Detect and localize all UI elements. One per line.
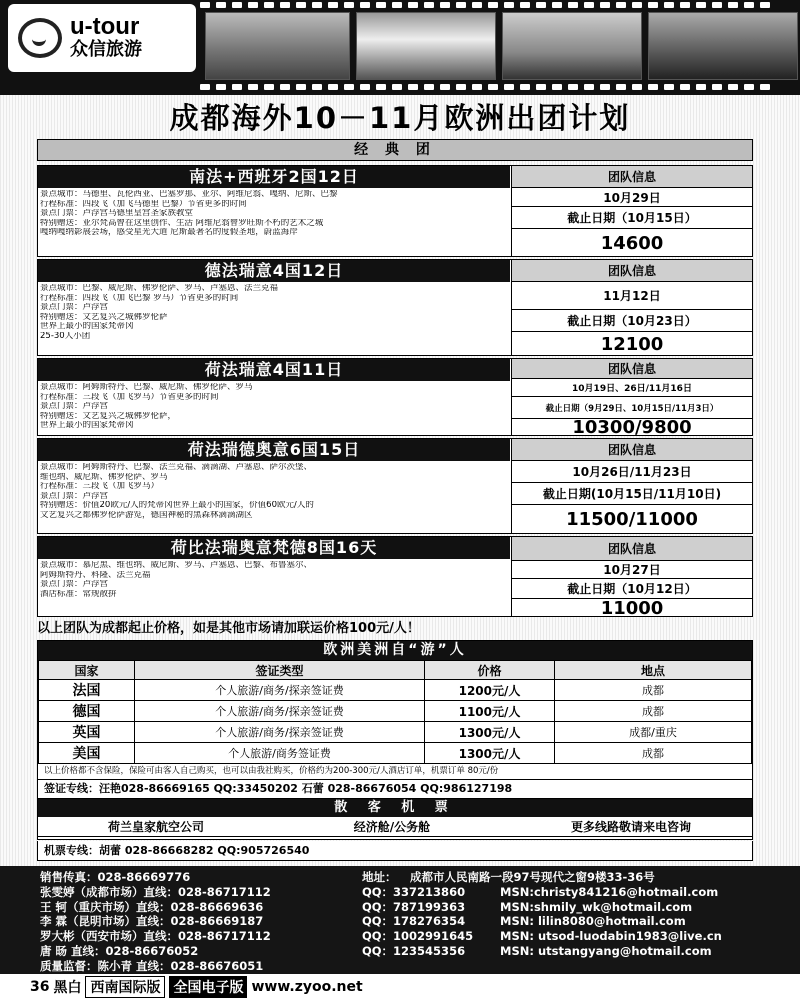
table-row [39, 680, 752, 701]
tour-deadline: 截止日期(10月15日/11月10日) [512, 483, 752, 505]
tour-dates: 10月29日 [512, 188, 752, 207]
contact-line [40, 944, 800, 959]
tour-info-panel [511, 359, 752, 435]
tour-price: 11500/11000 [566, 509, 698, 530]
tour-detail-line: 景点城市：巴黎、威尼斯、佛罗伦萨、罗马、卢塞恩、法兰克福 [40, 284, 279, 293]
visa-note: 以上价格都不含保险，保险可由客人自己购买，也可以由我社购买，价格约为200-300元/人酒店订单，机票订单 80元/份 [38, 764, 752, 780]
tour-info-label: 团队信息 [512, 439, 752, 461]
contact-phone: 李 霖（昆明市场）直线：028-86669187 [40, 914, 264, 929]
contact-line [40, 959, 800, 974]
tour-deadline: 截止日期（10月12日） [512, 579, 752, 599]
contact-phone: 唐 旸 直线：028-86676052 [40, 943, 199, 958]
contact-qq: QQ：178276354 [362, 914, 466, 929]
contact-address-label: 地址： [362, 870, 397, 884]
tour-detail-line: 特别赠送：文艺复兴之城佛罗伦萨 [40, 312, 168, 322]
edition-section: 西南国际版 [85, 976, 165, 998]
tour-block [37, 358, 753, 436]
tour-price: 10300/9800 [572, 419, 692, 436]
tour-detail-line: 景点门票：卢浮宫 [40, 580, 109, 590]
tour-detail-line: 世界上最小的国家梵蒂冈 [40, 421, 134, 431]
film-strip-header [0, 0, 800, 95]
page-footer [0, 974, 800, 1000]
contact-fax: 销售传真：028-86669776 [40, 870, 191, 884]
tour-dates: 10月26日/11月23日 [512, 461, 752, 483]
contact-quality: 质量监督：陈小青 直线：028-86676051 [40, 958, 264, 973]
tour-detail-line: 阿姆斯特丹、科隆、法兰克福 [40, 570, 151, 580]
tour-name: 荷法瑞意4国11日 [38, 359, 510, 381]
visa-place: 成都 [555, 743, 752, 764]
contact-qq: QQ：337213860 [362, 884, 466, 899]
tour-info-panel [511, 537, 752, 616]
tour-name: 荷比法瑞奥意梵德8国16天 [38, 537, 510, 559]
air-ticket-row [38, 817, 752, 837]
contact-qq: QQ：123545356 [362, 943, 466, 958]
tour-block [37, 259, 753, 356]
visa-country: 法国 [39, 680, 135, 701]
tour-detail-line: 景点城市：阿姆斯特丹、巴黎、威尼斯、佛罗伦萨、罗马 [40, 383, 253, 392]
tour-detail-line: 行程标准：四段飞（加飞马德里 巴黎）节省更多的时间 [40, 199, 247, 209]
tour-block [37, 165, 753, 257]
tour-info-label: 团队信息 [512, 537, 752, 561]
tour-detail-line: 酒店标准：常规散拼 [40, 589, 117, 599]
contact-qq: QQ：1002991645 [362, 929, 474, 944]
tour-price: 11000 [600, 599, 664, 617]
air-hotline: 机票专线：胡蕾 028-86668282 QQ:905726540 [37, 841, 753, 861]
contact-line [40, 929, 800, 944]
tour-detail-line: 特别赠送：文艺复兴之城佛罗伦萨， [40, 411, 177, 421]
contact-phone: 罗大彬（西安市场）直线：028-86717112 [40, 929, 271, 944]
visa-price: 1100元/人 [425, 701, 555, 722]
tour-detail-line: 行程标准：四段飞（加飞巴黎 罗马）节省更多的时间 [40, 293, 239, 303]
visa-price: 1300元/人 [425, 743, 555, 764]
tour-details [40, 190, 508, 238]
tour-info-panel [511, 166, 752, 256]
visa-price: 1200元/人 [425, 680, 555, 701]
tour-info-label: 团队信息 [512, 359, 752, 379]
tour-dates: 10月19日、26日/11月16日 [512, 379, 752, 397]
more-routes-note: 更多线路敬请来电咨询 [570, 820, 691, 834]
tour-detail-line: 特别赠送：价值20欧元/人的梵蒂冈世界上最小的国家，价值60欧元/人的 [40, 501, 314, 511]
tour-detail-line: 景点门票：卢浮宫马德里皇宫圣家族教堂 [40, 209, 194, 219]
tour-details [40, 383, 508, 431]
contact-msn: MSN: lilin8080@hotmail.com [500, 914, 686, 929]
contact-block [0, 866, 800, 974]
contact-address: 成都市人民南路一段97号现代之窗9楼33-36号 [410, 870, 655, 884]
visa-type: 个人旅游/商务/探亲签证费 [135, 722, 425, 743]
visa-header-place: 地点 [555, 661, 752, 680]
visa-type: 个人旅游/商务/探亲签证费 [135, 680, 425, 701]
visa-place: 成都 [555, 680, 752, 701]
photo-meadow [205, 12, 350, 80]
contact-line [40, 914, 800, 929]
visa-header-type: 签证类型 [135, 661, 425, 680]
tour-detail-line: 世界上最小的国家梵蒂冈 [40, 322, 134, 332]
table-row [39, 701, 752, 722]
tour-detail-line: 景点门票：卢浮宫 [40, 491, 109, 501]
page-title: 成都海外10－11月欧洲出团计划 [169, 101, 631, 135]
brand-logo [8, 4, 196, 72]
tour-detail-line: 景点城市：阿姆斯特丹、巴黎、法兰克福、滴滴湖、卢塞恩、萨尔茨堡、 [40, 463, 313, 472]
tour-deadline: 截止日期（10月15日） [512, 207, 752, 229]
photo-village-church [502, 12, 642, 80]
tour-block [37, 536, 753, 617]
tour-detail-line: 特别赠送：亚尔梵高曾在这里创作、生活 阿维尼翁曾罗旺斯不朽的艺术之城 [40, 218, 324, 228]
tour-name: 南法+西班牙2国12日 [38, 166, 510, 188]
tour-block [37, 438, 753, 534]
table-row [39, 743, 752, 764]
visa-place: 成都/重庆 [555, 722, 752, 743]
airline-name: 荷兰皇家航空公司 [107, 820, 204, 834]
contact-line [40, 900, 800, 915]
contact-msn: MSN: utstangyang@hotmail.com [500, 943, 712, 958]
tour-deadline: 截止日期（10月23日） [512, 310, 752, 332]
brand-name-cn: 众信旅游 [70, 39, 142, 60]
cabin-class: 经济舱/公务舱 [353, 820, 431, 834]
tour-detail-line: 景点门票：卢浮宫 [40, 402, 109, 412]
tour-details [40, 284, 508, 342]
visa-type: 个人旅游/商务签证费 [135, 743, 425, 764]
page-number: 36 [30, 979, 50, 995]
tour-price: 12100 [600, 333, 664, 355]
tour-detail-line: 景点城市：慕尼黑、维也纳、威尼斯、罗马、卢塞恩、巴黎、布鲁塞尔、 [40, 561, 313, 570]
visa-country: 德国 [39, 701, 135, 722]
contact-phone: 王 轲（重庆市场）直线：028-86669636 [40, 899, 264, 914]
table-row [39, 722, 752, 743]
tour-info-label: 团队信息 [512, 260, 752, 282]
tour-detail-line: 行程标准：三段飞（加飞罗马） [40, 482, 160, 492]
photo-mountain [356, 12, 496, 80]
photo-cathedral-statue [648, 12, 798, 80]
visa-hotline: 签证专线：汪艳028-86669165 QQ:33450202 石蕾 028-86676054 QQ:986127198 [38, 780, 752, 799]
tour-name: 荷法瑞德奥意6国15日 [38, 439, 510, 461]
contact-msn: MSN:shmily_wk@hotmail.com [500, 899, 693, 914]
contact-line [40, 870, 800, 885]
tour-details [40, 463, 508, 521]
contact-line [40, 885, 800, 900]
tour-price: 14600 [600, 232, 664, 254]
visa-country: 英国 [39, 722, 135, 743]
tour-name: 德法瑞意4国12日 [38, 260, 510, 282]
tour-detail-line: 嘎纳嘎纳影展会场，感受星光大道 尼斯最著名的度假圣地，蔚蓝海岸 [40, 228, 298, 238]
air-ticket-title: 散 客 机 票 [38, 799, 752, 817]
tour-dates: 11月12日 [512, 282, 752, 310]
brand-name-en: u-tour [70, 13, 140, 40]
tour-detail-line: 文艺复兴之都佛罗伦萨游览，德国神秘的黑森林滴滴湖区 [40, 510, 253, 520]
tour-detail-line: 景点门票：卢浮宫 [40, 303, 109, 313]
visa-header-price: 价格 [425, 661, 555, 680]
contact-qq: QQ：787199363 [362, 899, 466, 914]
visa-title: 欧洲美洲自“游”人 [38, 641, 752, 660]
tour-detail-line: 维也纳、威尼斯、佛罗伦萨、罗马 [40, 472, 168, 482]
tour-detail-line: 景点城市：马德里、瓦伦西亚、巴塞罗那、亚尔、阿维尼翁、嘎纳、尼斯、巴黎 [40, 190, 338, 199]
visa-type: 个人旅游/商务/探亲签证费 [135, 701, 425, 722]
tour-dates: 10月27日 [512, 561, 752, 579]
tour-details [40, 561, 508, 599]
contact-msn: MSN:christy841216@hotmail.com [500, 884, 719, 899]
tour-info-panel [511, 439, 752, 533]
print-color: 黑白 [53, 980, 82, 996]
section-label-classic: 经 典 团 [37, 139, 753, 161]
visa-header-country: 国家 [39, 661, 135, 680]
tour-info-label: 团队信息 [512, 166, 752, 188]
film-holes-bottom [0, 84, 800, 93]
visa-place: 成都 [555, 701, 752, 722]
edition-label: 全国电子版 [169, 976, 247, 998]
visa-price: 1300元/人 [425, 722, 555, 743]
tour-deadline: 截止日期（9月29日、10月15日/11月3日） [512, 397, 752, 419]
visa-section [37, 640, 753, 840]
tour-detail-line: 行程标准：三段飞（加飞罗马）节省更多的时间 [40, 392, 219, 402]
tour-detail-line: 25-30人小团 [40, 331, 91, 341]
visa-country: 美国 [39, 743, 135, 764]
contact-phone: 张雯婷（成都市场）直线：028-86717112 [40, 884, 271, 899]
smile-logo-icon [18, 18, 62, 58]
visa-table [38, 660, 752, 764]
tour-info-panel [511, 260, 752, 355]
website-link[interactable]: www.zyoo.net [251, 979, 363, 995]
origin-price-note: 以上团队为成都起止价格，如是其他市场请加联运价格100元/人！ [37, 621, 420, 636]
contact-msn: MSN: utsod-luodabin1983@live.cn [500, 929, 722, 944]
